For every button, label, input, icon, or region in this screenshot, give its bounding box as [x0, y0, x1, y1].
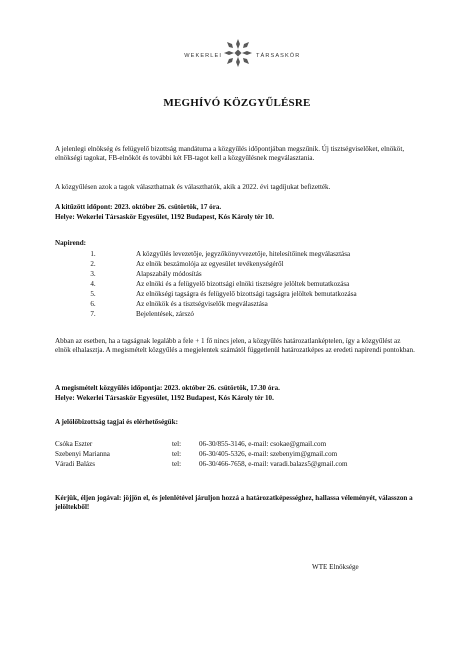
agenda-item-text: Alapszabály módosítás — [136, 270, 202, 278]
agenda-heading: Napirend: — [55, 239, 87, 247]
wekerle-emblem-icon — [223, 38, 253, 68]
agenda-item-text: Az elnöki és a felügyelő bizottsági elnöki tisztségre jelöltek bemutatkozása — [136, 280, 350, 288]
candidate-contact: 06-30/855-3146, e-mail: csokae@gmail.com — [199, 440, 327, 448]
candidate-name: Szebenyi Marianna — [55, 450, 110, 458]
agenda-item-text: A közgyűlés levezetője, jegyzőkönyvvezetője, hitelesítőinek megválasztása — [136, 250, 351, 258]
candidate-contact: 06-30/466-7658, e-mail: varadi.balazs5@gmail.com — [199, 460, 348, 468]
nomination-committee-heading: A jelölőbizottság tagjai és elérhetőségük: — [55, 418, 178, 426]
eligibility-paragraph: A közgyűlésen azok a tagok választhatnak és választhatók, akik a 2022. évi tagdíjukat befizették. — [55, 183, 331, 191]
agenda-item-number: 2. — [90, 260, 96, 268]
agenda-item-number: 1. — [90, 250, 96, 258]
page-title: MEGHÍVÓ KÖZGYŰLÉSRE — [163, 97, 311, 109]
agenda-item-text: Az elnök beszámolója az egyesület tevékenységéről — [136, 260, 284, 268]
candidate-tel-label: tel: — [172, 440, 182, 448]
closing-request: Kérjük, éljen jogával: jöjjön el, és jelenlétével járuljon hozzá a határozatképességhez, hallassa véleményét, válasszon a jelöltekből! — [55, 494, 413, 512]
meeting-location: Helye: Wekerlei Társaskör Egyesület, 1192 Budapest, Kós Károly tér 10. — [55, 213, 274, 221]
repeat-meeting-location: Helye: Wekerlei Társaskör Egyesület, 1192 Budapest, Kós Károly tér 10. — [55, 394, 274, 402]
candidate-contact: 06-30/405-5326, e-mail: szebenyim@gmail.com — [199, 450, 338, 458]
candidate-name: Csóka Eszter — [55, 440, 93, 448]
candidate-tel-label: tel: — [172, 450, 182, 458]
quorum-paragraph: Abban az esetben, ha a tagságnak legalább a fele + 1 fő nincs jelen, a közgyűlés határozatlanképtelen, így a közgyűlést az elnök elhalasztja. A megismételt közgyűlés a megjelentek számától függetlenül határozatképes az eredeti napirendi pontokban. — [55, 337, 415, 355]
signature: WTE Elnöksége — [312, 563, 359, 571]
agenda-item-text: Az elnökségi tagságra és felügyelő bizottsági tagságra jelöltek bemutatkozása — [136, 290, 357, 298]
logo — [0, 32, 474, 68]
agenda-item-text: Az elnökök és a tisztségviselők megválasztása — [136, 300, 268, 308]
meeting-date: A kitűzött időpont: 2023. október 26. csütörtök, 17 óra. — [55, 203, 222, 211]
agenda-item-number: 3. — [90, 270, 96, 278]
agenda-item-text: Bejelentések, zárszó — [136, 310, 194, 318]
intro-paragraph: A jelenlegi elnökség és felügyelő bizottság mandátuma a közgyűlés időpontjában megszűnik. Új tisztségviselőket, elnököt, elnökségi tagokat, FB-elnököt és további két FB-tagot kell a közgyűlésnek megválasztania. — [55, 145, 405, 163]
agenda-item-number: 5. — [90, 290, 96, 298]
agenda-item-number: 4. — [90, 280, 96, 288]
logo-text-right: TÁRSASKÖR — [256, 53, 301, 59]
candidate-name: Váradi Balázs — [55, 460, 95, 468]
repeat-meeting-date: A megismételt közgyűlés időpontja: 2023. október 26. csütörtök, 17.30 óra. — [55, 384, 280, 392]
agenda-item-number: 7. — [90, 310, 96, 318]
candidate-tel-label: tel: — [172, 460, 182, 468]
agenda-item-number: 6. — [90, 300, 96, 308]
logo-text-left: WEKERLEI — [184, 53, 222, 59]
